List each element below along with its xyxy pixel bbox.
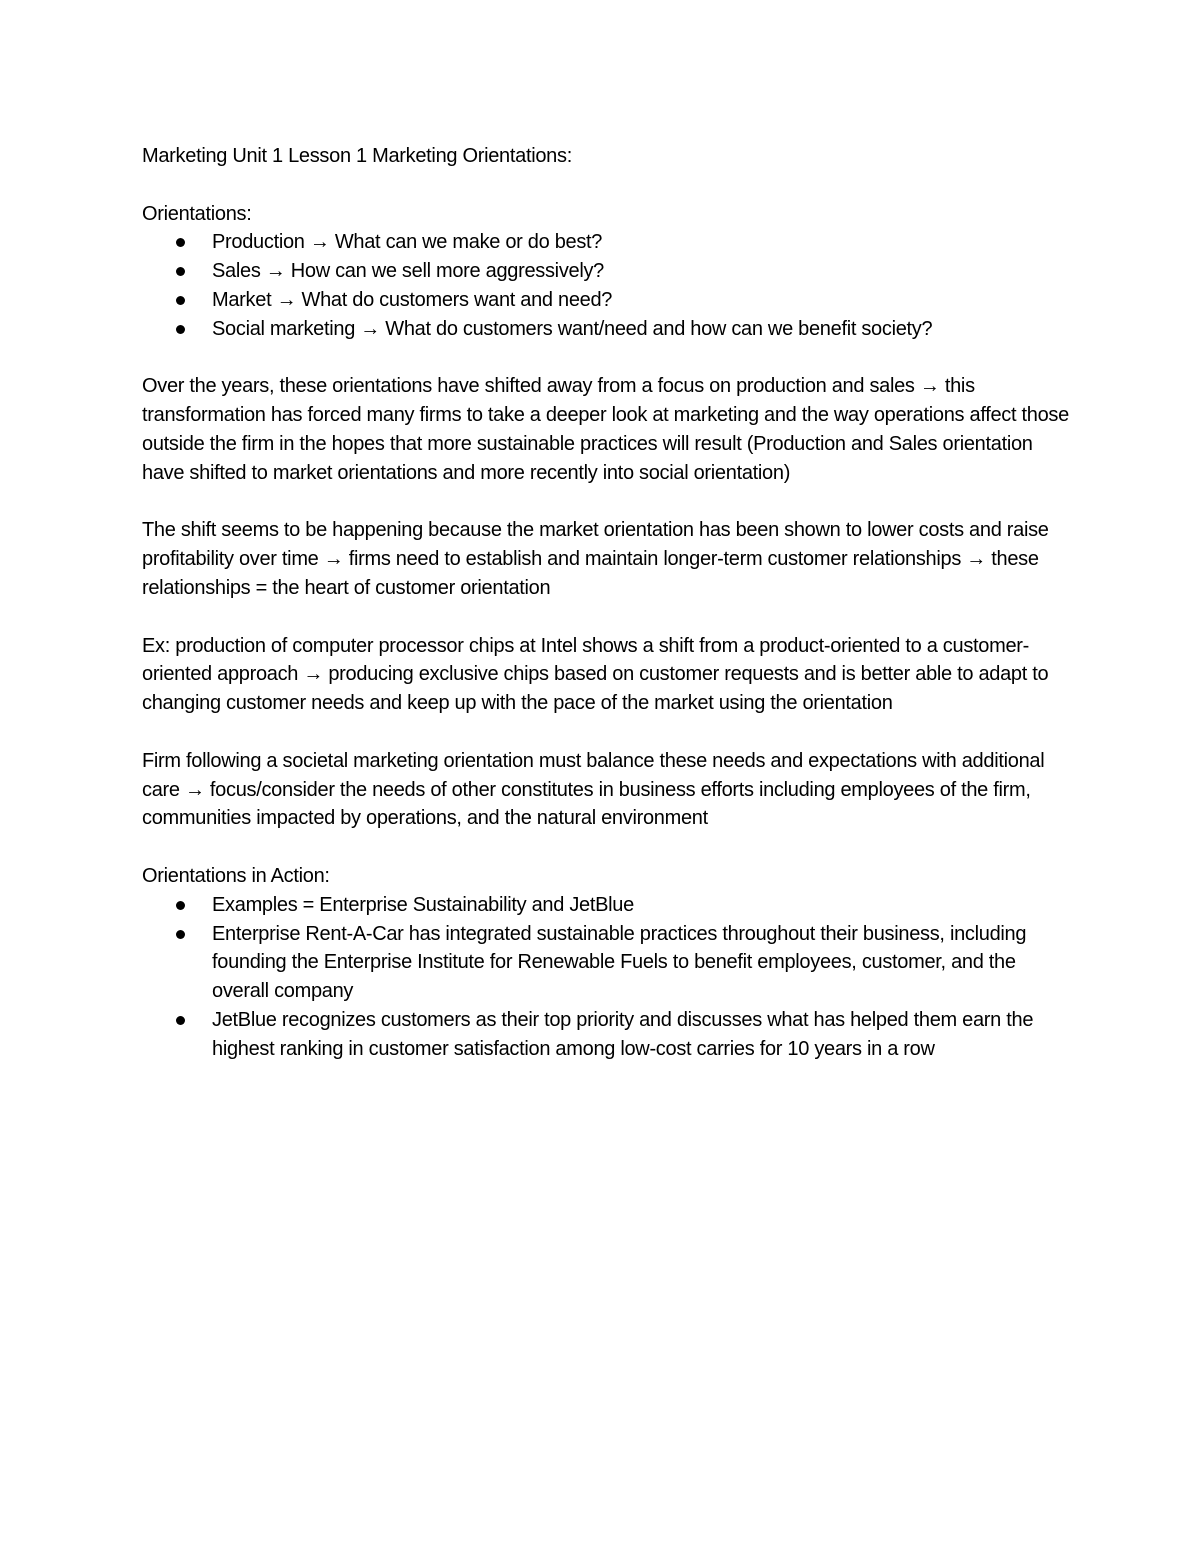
list-item-enterprise: Enterprise Rent-A-Car has integrated sustainable practices throughout their business, including founding the Enterprise Institute for Renewable Fuels to benefit employees, customer, and the overall company — [142, 920, 1072, 1006]
blank-line — [142, 833, 1072, 862]
orientations-list — [142, 228, 1072, 343]
blank-line — [142, 488, 1072, 517]
paragraph-why-shift: The shift seems to be happening because the market orientation has been shown to lower costs and raise profitability over time → firms need to establish and maintain longer-term customer relationships → these relationships = the heart of customer orientation — [142, 519, 1049, 599]
blank-line — [142, 718, 1072, 747]
list-item-examples: Examples = Enterprise Sustainability and JetBlue — [142, 891, 1072, 920]
in-action-list — [142, 891, 1072, 1064]
blank-line — [142, 603, 1072, 632]
in-action-heading: Orientations in Action: — [142, 864, 330, 887]
blank-line — [142, 171, 1072, 200]
paragraph-societal-orientation: Firm following a societal marketing orientation must balance these needs and expectations with additional care → focus/consider the needs of other constitutes in business efforts including employees of the firm, communities impacted by operations, and the natural environment — [142, 749, 1045, 830]
list-item-market: Market → What do customers want and need? — [142, 286, 1072, 315]
paragraph-intel-example: Ex: production of computer processor chips at Intel shows a shift from a product-oriented to a customer-oriented approach → producing exclusive chips based on customer requests and is better able to adapt to changing customer needs and keep up with the pace of the market using the orientation — [142, 634, 1049, 715]
document-body — [142, 142, 1072, 1064]
blank-line — [142, 344, 1072, 373]
document-title: Marketing Unit 1 Lesson 1 Marketing Orientations: — [142, 145, 572, 167]
list-item-social-marketing: Social marketing → What do customers want/need and how can we benefit society? — [142, 315, 1072, 344]
list-item-sales: Sales → How can we sell more aggressively? — [142, 257, 1072, 286]
paragraph-shift-over-years: Over the years, these orientations have shifted away from a focus on production and sales → this transformation has forced many firms to take a deeper look at marketing and the way operations affect those outside the firm in the hopes that more sustainable practices will result (Production and Sales orientation have shifted to market orientations and more recently into social orientation) — [142, 375, 1069, 484]
list-item-jetblue: JetBlue recognizes customers as their top priority and discusses what has helped them earn the highest ranking in customer satisfaction among low-cost carries for 10 years in a row — [142, 1006, 1072, 1064]
orientations-heading: Orientations: — [142, 202, 252, 225]
list-item-production: Production → What can we make or do best? — [142, 228, 1072, 257]
